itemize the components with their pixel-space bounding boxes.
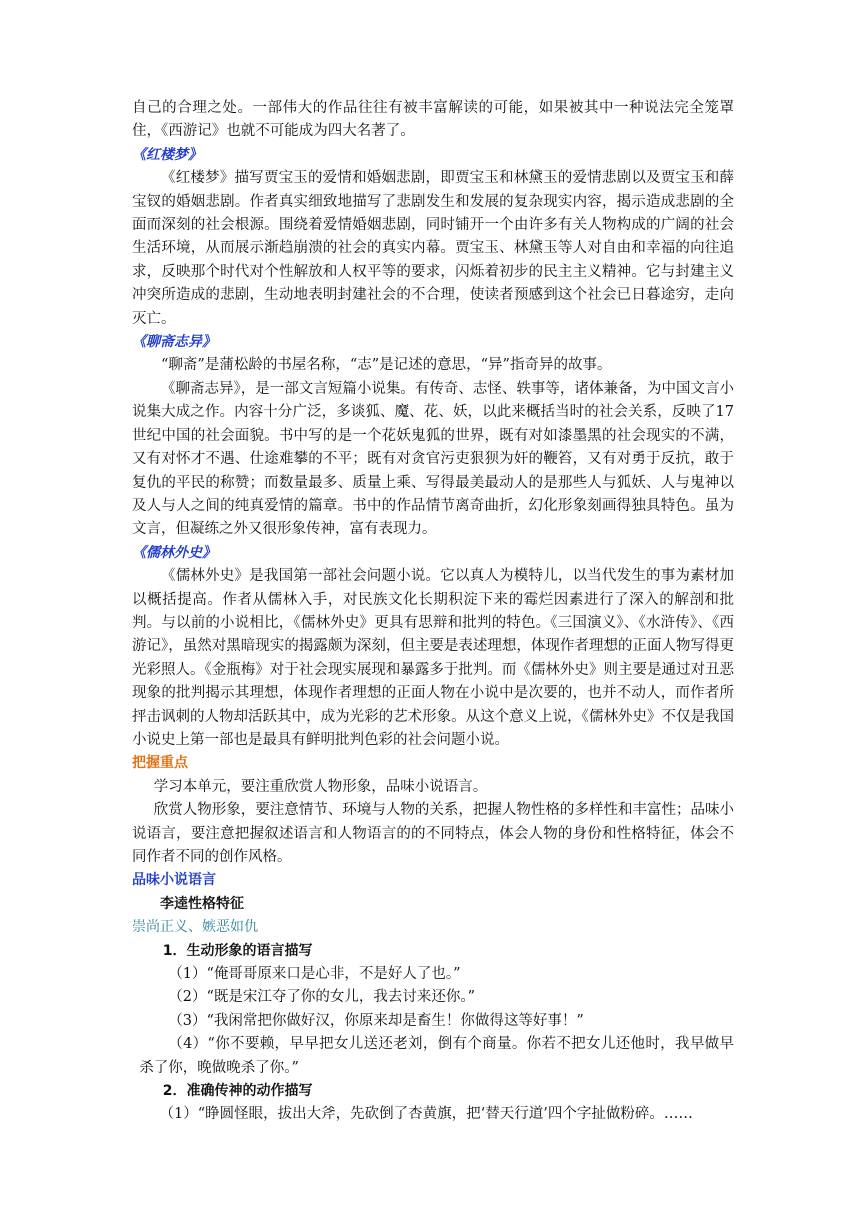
section-title-rulinwaishi: 《儒林外史》 (132, 544, 216, 561)
liaozhai-paragraph-2: 《聊斋志异》，是一部文言短篇小说集。有传奇、志怪、轶事等，诸体兼备，为中国文言小说集大成之作。内容十分广泛，多谈狐、魔、花、妖，以此来概括当时的社会关系，反映了17世纪中国的社会面貌。书中写的是一个花妖鬼狐的世界，既有对如漆墨黑的社会现实的不满，又有对怀才不遇、仕途难攀的不平；既有对贪官污吏狠狈为奸的鞭笞，又有对勇于反抗，敢于复仇的平民的称赞；而数量最多、质量上乘、写得最美最动人的是那些人与狐妖、人与鬼神以及人与人之间的纯真爱情的篇章。书中的作品情节离奇曲折，幻化形象刻画得独具特色。虽为文言，但凝练之外又很形象传神，富有表现力。 (132, 380, 734, 538)
section-title-key-points: 把握重点 (132, 755, 188, 772)
quote-4: （4）“你不要赖，早早把女儿送还老刘，倒有个商量。你若不把女儿还他时，我早做早杀了你，晚做晚杀了你。” (139, 1036, 734, 1076)
intro-tail-paragraph: 自己的合理之处。一部伟大的作品往往有被丰富解读的可能，如果被其中一种说法完全笼罩住，《西游记》也就不可能成为四大名著了。 (132, 100, 734, 140)
quote-3: （3）“我闲常把你做好汉，你原来却是畜生！你做得这等好事！” (168, 1012, 584, 1029)
key-points-paragraph-2: 欣赏人物形象，要注意情节、环境与人物的关系，把握人物性格的多样性和丰富性；品味小说语言，要注意把握叙述语言和人物语言的的不同特点，体会人物的身份和性格特征，体会不同作者不同的创作风格。 (132, 802, 734, 865)
quote-2: （2）“既是宋江夺了你的女儿，我去讨来还你。” (168, 989, 476, 1006)
hongloumeng-paragraph: 《红楼梦》描写贾宝玉的爱情和婚姻悲剧，即贾宝玉和林黛玉的爱情悲剧以及贾宝玉和薛宝钗的婚姻悲剧。作者真实细致地描写了悲剧发生和发展的复杂现实内容，揭示造成悲剧的全面而深刻的社会根源。围绕着爱情婚姻悲剧，同时铺开一个由许多有关人物构成的广阔的社会生活环境，从而展示渐趋崩溃的社会的真实内幕。贾宝玉、林黛玉等人对自由和幸福的向往追求，反映那个时代对个性解放和人权平等的要求，闪烁着初步的民主主义精神。它与封建主义冲突所造成的悲剧，生动地表明封建社会的不合理，使读者预感到这个社会已日暮途穷，走向灭亡。 (132, 170, 734, 327)
action-description-heading: 2．准确传神的动作描写 (162, 1083, 313, 1100)
likui-heading: 李逵性格特征 (160, 895, 244, 912)
liaozhai-paragraph-1: “聊斋”是蒲松龄的书屋名称，“志”是记述的意思，“异”指奇异的故事。 (161, 357, 612, 374)
action-quote-1: （1）“睁圆怪眼，拔出大斧，先砍倒了杏黄旗，把‘替天行道’四个字扯做粉碎。…… (159, 1106, 693, 1123)
quote-1: （1）“俺哥哥原来口是心非，不是好人了也。” (168, 966, 461, 983)
section-title-novel-language: 品味小说语言 (132, 872, 216, 889)
document-page (132, 97, 734, 1127)
language-description-heading: 1．生动形象的语言描写 (162, 942, 313, 959)
rulinwaishi-paragraph: 《儒林外史》是我国第一部社会问题小说。它以真人为模特儿，以当代发生的事为素材加以概括提高。作者从儒林入手，对民族文化长期积淀下来的霉烂因素进行了深入的解剖和批判。与以前的小说相比，《儒林外史》更具有思辩和批判的特色。《三国演义》、《水浒传》、《西游记》，虽然对黑暗现实的揭露颇为深刻，但主要是表述理想，体现作者理想的正面人物写得更光彩照人。《金瓶梅》对于社会现实展现和暴露多于批判。而《儒林外史》则主要是通过对丑恶现象的批判揭示其理想，体现作者理想的正面人物在小说中是次要的，也并不动人，而作者所抨击讽刺的人物却活跃其中，成为光彩的艺术形象。从这个意义上说，《儒林外史》不仅是我国小说史上第一部也是最具有鲜明批判色彩的社会问题小说。 (132, 568, 734, 748)
key-points-paragraph-1: 学习本单元，要注重欣赏人物形象，品味小说语言。 (153, 778, 488, 795)
justice-heading: 崇尚正义、嫉恶如仇 (132, 919, 258, 936)
section-title-hongloumeng: 《红楼梦》 (132, 146, 202, 163)
section-title-liaozhai: 《聊斋志异》 (132, 334, 216, 351)
